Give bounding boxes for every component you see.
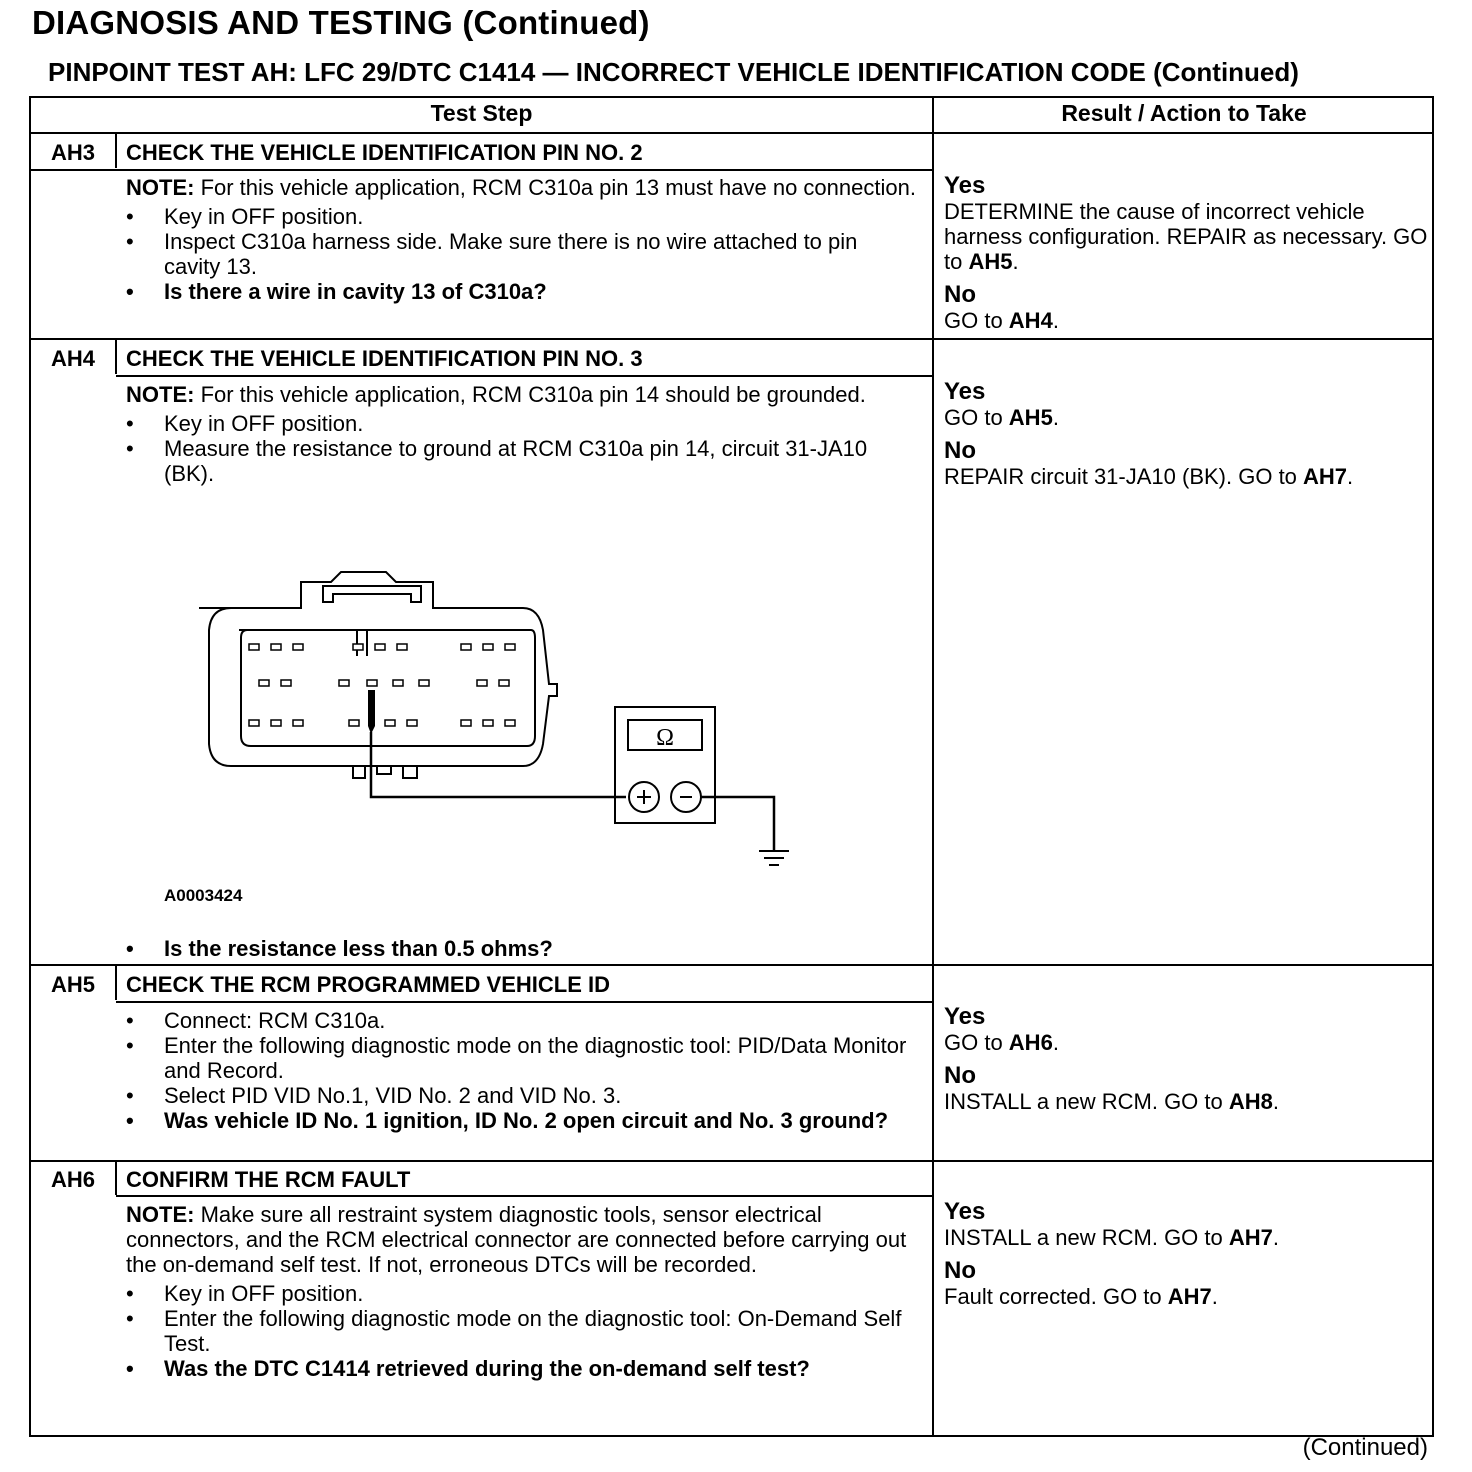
- note: [126, 1202, 916, 1277]
- bullet-item: • Key in OFF position.: [126, 204, 916, 229]
- no-action: GO to: [944, 308, 1009, 333]
- yes-ref: AH5: [1008, 405, 1053, 430]
- note: [126, 175, 916, 200]
- no-label: No: [944, 1062, 976, 1089]
- step-title-ah6: CONFIRM THE RCM FAULT: [126, 1167, 411, 1192]
- yes-ref: AH6: [1008, 1030, 1053, 1055]
- bullet-item: • Key in OFF position.: [126, 411, 916, 436]
- step-body-ah4: [126, 382, 916, 486]
- bullet-item: • Key in OFF position.: [126, 1281, 916, 1306]
- note-label: NOTE:: [126, 175, 195, 200]
- no-ref: AH7: [1303, 464, 1348, 489]
- step-separator: [31, 1160, 1432, 1162]
- no-action: INSTALL a new RCM. GO to: [944, 1089, 1229, 1114]
- yes-ref: AH7: [1228, 1225, 1273, 1250]
- bullet-question: • Was the DTC C1414 retrieved during the on-demand self test?: [126, 1356, 916, 1381]
- figure-code: A0003424: [164, 886, 243, 905]
- step-id-ah6: AH6: [50, 1167, 95, 1192]
- connector-latch: [323, 586, 421, 602]
- bullet-question: • Is there a wire in cavity 13 of C310a?: [126, 279, 916, 304]
- test-probe: [368, 690, 375, 734]
- note-text: For this vehicle application, RCM C310a pin 14 should be grounded.: [194, 382, 866, 407]
- result-ah6: Yes INSTALL a new RCM. GO to AH7. No Fault corrected. GO to AH7.: [944, 1199, 1429, 1309]
- column-divider: [932, 98, 934, 1435]
- pinpoint-test-title: PINPOINT TEST AH: LFC 29/DTC C1414 — INCORRECT VEHICLE IDENTIFICATION CODE (Continued): [48, 57, 1299, 87]
- continued-label: (Continued): [1302, 1434, 1428, 1461]
- step-body-ah6: [126, 1202, 916, 1381]
- header-test-step: Test Step: [430, 100, 533, 126]
- yes-ref: AH5: [968, 249, 1013, 274]
- bullet-item: • Enter the following diagnostic mode on the diagnostic tool: PID/Data Monitor and Record.: [126, 1033, 916, 1083]
- bullet-list: [126, 1281, 916, 1381]
- step-title-ah5: CHECK THE RCM PROGRAMMED VEHICLE ID: [126, 972, 611, 997]
- result-ah3: Yes DETERMINE the cause of incorrect vehicle harness configuration. REPAIR as necessary. GO to AH5. No GO to AH4.: [944, 172, 1428, 333]
- pinpoint-test-table: [29, 96, 1434, 1437]
- step-body-ah3: [126, 175, 916, 304]
- ohm-symbol: Ω: [656, 725, 674, 751]
- no-ref: AH4: [1008, 308, 1053, 333]
- yes-label: Yes: [944, 172, 986, 199]
- bullet-item: • Measure the resistance to ground at RCM C310a pin 14, circuit 31-JA10 (BK).: [126, 436, 916, 486]
- yes-label: Yes: [944, 1198, 986, 1225]
- header-divider: [31, 132, 1432, 134]
- no-label: No: [944, 281, 976, 308]
- step-title-ah3: CHECK THE VEHICLE IDENTIFICATION PIN NO. 2: [126, 140, 643, 165]
- bullet-list: [126, 1008, 916, 1133]
- step-id-ah4: AH4: [50, 346, 95, 371]
- yes-action: DETERMINE the cause of incorrect vehicle harness configuration. REPAIR as necessary. GO to: [944, 199, 1428, 274]
- step-separator: [31, 338, 1432, 340]
- no-action: REPAIR circuit 31-JA10 (BK). GO to: [944, 464, 1304, 489]
- step-id-ah3: AH3: [50, 140, 95, 165]
- yes-label: Yes: [944, 378, 986, 405]
- bullet-question: • Is the resistance less than 0.5 ohms?: [126, 936, 916, 961]
- yes-action: INSTALL a new RCM. GO to: [944, 1225, 1229, 1250]
- pin-cavities: [249, 644, 515, 726]
- bullet-question: • Was vehicle ID No. 1 ignition, ID No. 2 open circuit and No. 3 ground?: [126, 1108, 916, 1133]
- note-label: NOTE:: [126, 382, 195, 407]
- no-ref: AH8: [1228, 1089, 1273, 1114]
- step-id-divider: [115, 340, 117, 374]
- bullet-item: • Connect: RCM C310a.: [126, 1008, 916, 1033]
- no-ref: AH7: [1167, 1284, 1212, 1309]
- step-question-ah4: [126, 936, 916, 961]
- step-title-divider: [116, 375, 932, 377]
- connector-resistance-diagram: [171, 568, 811, 878]
- ground-symbol: [759, 851, 789, 865]
- no-label: No: [944, 437, 976, 464]
- note: [126, 382, 916, 407]
- connector-center-channel: [357, 630, 367, 656]
- probe-lead-wire: [371, 732, 626, 797]
- step-body-ah5: [126, 1004, 916, 1133]
- no-action: Fault corrected. GO to: [944, 1284, 1168, 1309]
- step-id-divider: [115, 966, 117, 1000]
- bullet-list: [126, 204, 916, 304]
- bullet-item: • Inspect C310a harness side. Make sure there is no wire attached to pin cavity 13.: [126, 229, 916, 279]
- step-title-ah4: CHECK THE VEHICLE IDENTIFICATION PIN NO. 3: [126, 346, 643, 371]
- step-id-divider: [115, 134, 117, 168]
- yes-action: GO to: [944, 1030, 1009, 1055]
- connector-housing-outer: [199, 572, 557, 766]
- step-title-divider: [31, 169, 932, 171]
- page-title: DIAGNOSIS AND TESTING (Continued): [32, 4, 650, 41]
- no-label: No: [944, 1257, 976, 1284]
- bullet-list: [126, 936, 916, 961]
- note-label: NOTE:: [126, 1202, 195, 1227]
- yes-action: GO to: [944, 405, 1009, 430]
- connector-tabs: [353, 766, 417, 778]
- note-text: For this vehicle application, RCM C310a pin 13 must have no connection.: [194, 175, 916, 200]
- header-result-action: Result / Action to Take: [1061, 100, 1307, 126]
- step-separator: [31, 964, 1432, 966]
- step-title-divider: [116, 1195, 932, 1197]
- step-id-ah5: AH5: [50, 972, 95, 997]
- step-title-divider: [116, 1001, 932, 1003]
- step-id-divider: [115, 1162, 117, 1195]
- bullet-item: • Enter the following diagnostic mode on the diagnostic tool: On-Demand Self Test.: [126, 1306, 916, 1356]
- bullet-list: [126, 411, 916, 486]
- result-ah5: Yes GO to AH6. No INSTALL a new RCM. GO to AH8.: [944, 1004, 1429, 1114]
- result-ah4: Yes GO to AH5. No REPAIR circuit 31-JA10 (BK). GO to AH7.: [944, 379, 1429, 489]
- bullet-item: • Select PID VID No.1, VID No. 2 and VID No. 3.: [126, 1083, 916, 1108]
- yes-label: Yes: [944, 1003, 986, 1030]
- note-text: Make sure all restraint system diagnostic tools, sensor electrical connectors, and the RCM electrical connector are connected before carrying out the on-demand self test. If not, erroneous DTCs will be recorded.: [126, 1202, 907, 1277]
